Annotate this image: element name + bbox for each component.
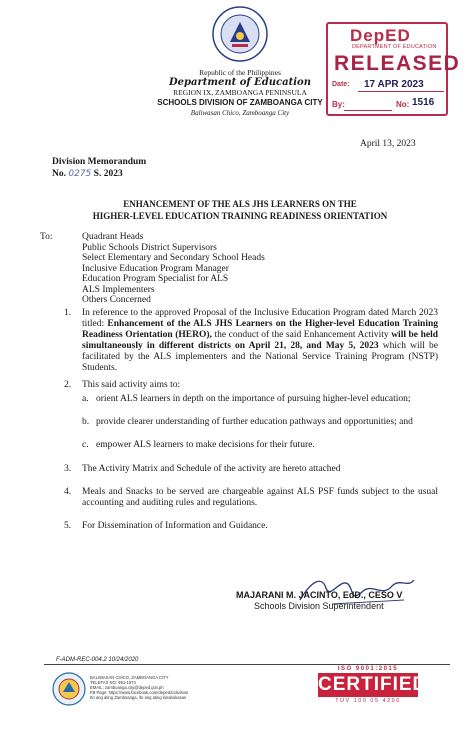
header-republic: Republic of the Philippines <box>199 68 281 77</box>
footer-contact-line: TELEFAX NO: 991-1974 <box>90 680 136 685</box>
p1-text: In reference to the approved Proposal of the Inclusive Education Program dated March 2023 titled: <box>82 308 438 329</box>
certified-badge: CERTIFIED <box>318 674 428 695</box>
footer-contact-line: BALIWASAN CHICO, ZAMBOANGA CITY <box>90 675 169 680</box>
recipient-item: Public Schools District Supervisors <box>82 242 217 253</box>
memo-series: S. 2023 <box>93 169 123 179</box>
footer-contact-line: EMAIL: zamboanga.city@deped.gov.ph <box>90 685 164 690</box>
recipient-item: Inclusive Education Program Manager <box>82 263 229 274</box>
paragraph-3-number: 3. <box>64 464 72 474</box>
footer-contact-line: FB Page: https://www.facebook.com/depedzcdivision <box>90 690 189 695</box>
aim-item: provide clearer understanding of further education pathways and opportunities; and <box>96 417 413 427</box>
paragraph-5: For Dissemination of Information and Guidance. <box>82 521 268 531</box>
to-label: To: <box>40 232 53 242</box>
memo-number <box>52 169 123 179</box>
released-stamp <box>326 22 461 116</box>
stamp-by-label: By: <box>332 100 345 109</box>
paragraph-1 <box>82 308 438 374</box>
recipient-item: Select Elementary and Secondary School Heads <box>82 253 265 263</box>
paragraph-2: This said activity aims to: <box>82 380 181 390</box>
memo-no-label: No. <box>52 169 66 179</box>
subject-line-2: HIGHER-LEVEL EDUCATION TRAINING READINESS ORIENTATION <box>92 211 388 221</box>
stamp-by-line <box>344 110 392 111</box>
stamp-date-label: Date: <box>332 81 350 88</box>
p1-activity-title: Enhancement of the ALS JHS Learners on the Higher-level Education Training Readiness Orientation (HERO), <box>82 319 438 340</box>
footer-contact <box>90 675 188 700</box>
aim-item: empower ALS learners to make decisions for their future. <box>96 440 315 450</box>
aim-label: c. <box>82 440 89 450</box>
aim-label: b. <box>82 417 90 427</box>
stamp-logo: DepED <box>350 26 411 45</box>
stamp-no-value: 1516 <box>412 97 435 108</box>
stamp-date-value: 17 APR 2023 <box>364 79 424 90</box>
aim-item: orient ALS learners in depth on the importance of pursuing higher-level education; <box>96 394 411 404</box>
iso-certification <box>318 666 428 704</box>
letterhead <box>120 68 360 118</box>
header-address: Baliwasan Chico, Zamboanga City <box>190 109 290 117</box>
header-division: SCHOOLS DIVISION OF ZAMBOANGA CITY <box>157 98 323 107</box>
form-code: F-ADM-REC-004.2 10/24/2020 <box>56 657 139 663</box>
header-region: REGION IX, ZAMBOANGA PENINSULA <box>173 88 307 97</box>
p1-schedule: will be held simultaneously in different districts on April 21, 28, and May 5, 2023 <box>82 330 438 351</box>
stamp-no-label: No: <box>396 100 410 109</box>
stamp-status: RELEASED <box>334 52 461 75</box>
recipient-list <box>82 232 265 306</box>
paragraph-4-number: 4. <box>64 487 72 497</box>
p1-text: which will be facilitated by the ALS implementers and the National Service Training Program (NSTP) Students. <box>82 341 438 373</box>
stamp-date-line <box>358 91 444 92</box>
stamp-department: DEPARTMENT OF EDUCATION <box>352 44 437 50</box>
p1-text: the conduct of the said Enhancement Activity <box>211 330 392 340</box>
recipient-item: Others Concerned <box>82 295 151 305</box>
memo-title: Division Memorandum <box>52 157 147 167</box>
division-logo-icon <box>52 672 86 706</box>
paragraph-1-number: 1. <box>64 308 72 318</box>
recipient-item: ALS Implementers <box>82 284 155 295</box>
signatory-title: Schools Division Superintendent <box>254 601 384 611</box>
footer-divider <box>44 664 450 665</box>
memo-date: April 13, 2023 <box>360 139 416 149</box>
deped-seal-icon <box>212 6 268 62</box>
tuv-number: TUV 100 05 4206 <box>335 698 401 704</box>
recipient-item: Quadrant Heads <box>82 232 144 242</box>
subject-line-1: ENHANCEMENT OF THE ALS JHS LEARNERS ON THE <box>123 199 357 209</box>
aim-label: a. <box>82 394 89 404</box>
header-department: Department of Education <box>169 77 311 88</box>
signatory-name: MAJARANI M. JACINTO, EdD., CESO V <box>236 590 403 600</box>
footer-contact-line: Ito ang ating Zamboanga, ito ang ating kinabukasan <box>90 695 187 700</box>
iso-label: ISO 9001:2015 <box>337 666 399 672</box>
memo-no-value: 0275 <box>68 169 92 179</box>
paragraph-2-number: 2. <box>64 380 72 390</box>
memo-subject <box>60 198 420 222</box>
paragraph-5-number: 5. <box>64 521 72 531</box>
paragraph-3: The Activity Matrix and Schedule of the activity are hereto attached <box>82 464 341 474</box>
recipient-item: Education Program Specialist for ALS <box>82 274 229 284</box>
paragraph-4: Meals and Snacks to be served are chargeable against ALS PSF funds subject to the usual accounting and auditing rules and regulations. <box>82 487 438 508</box>
